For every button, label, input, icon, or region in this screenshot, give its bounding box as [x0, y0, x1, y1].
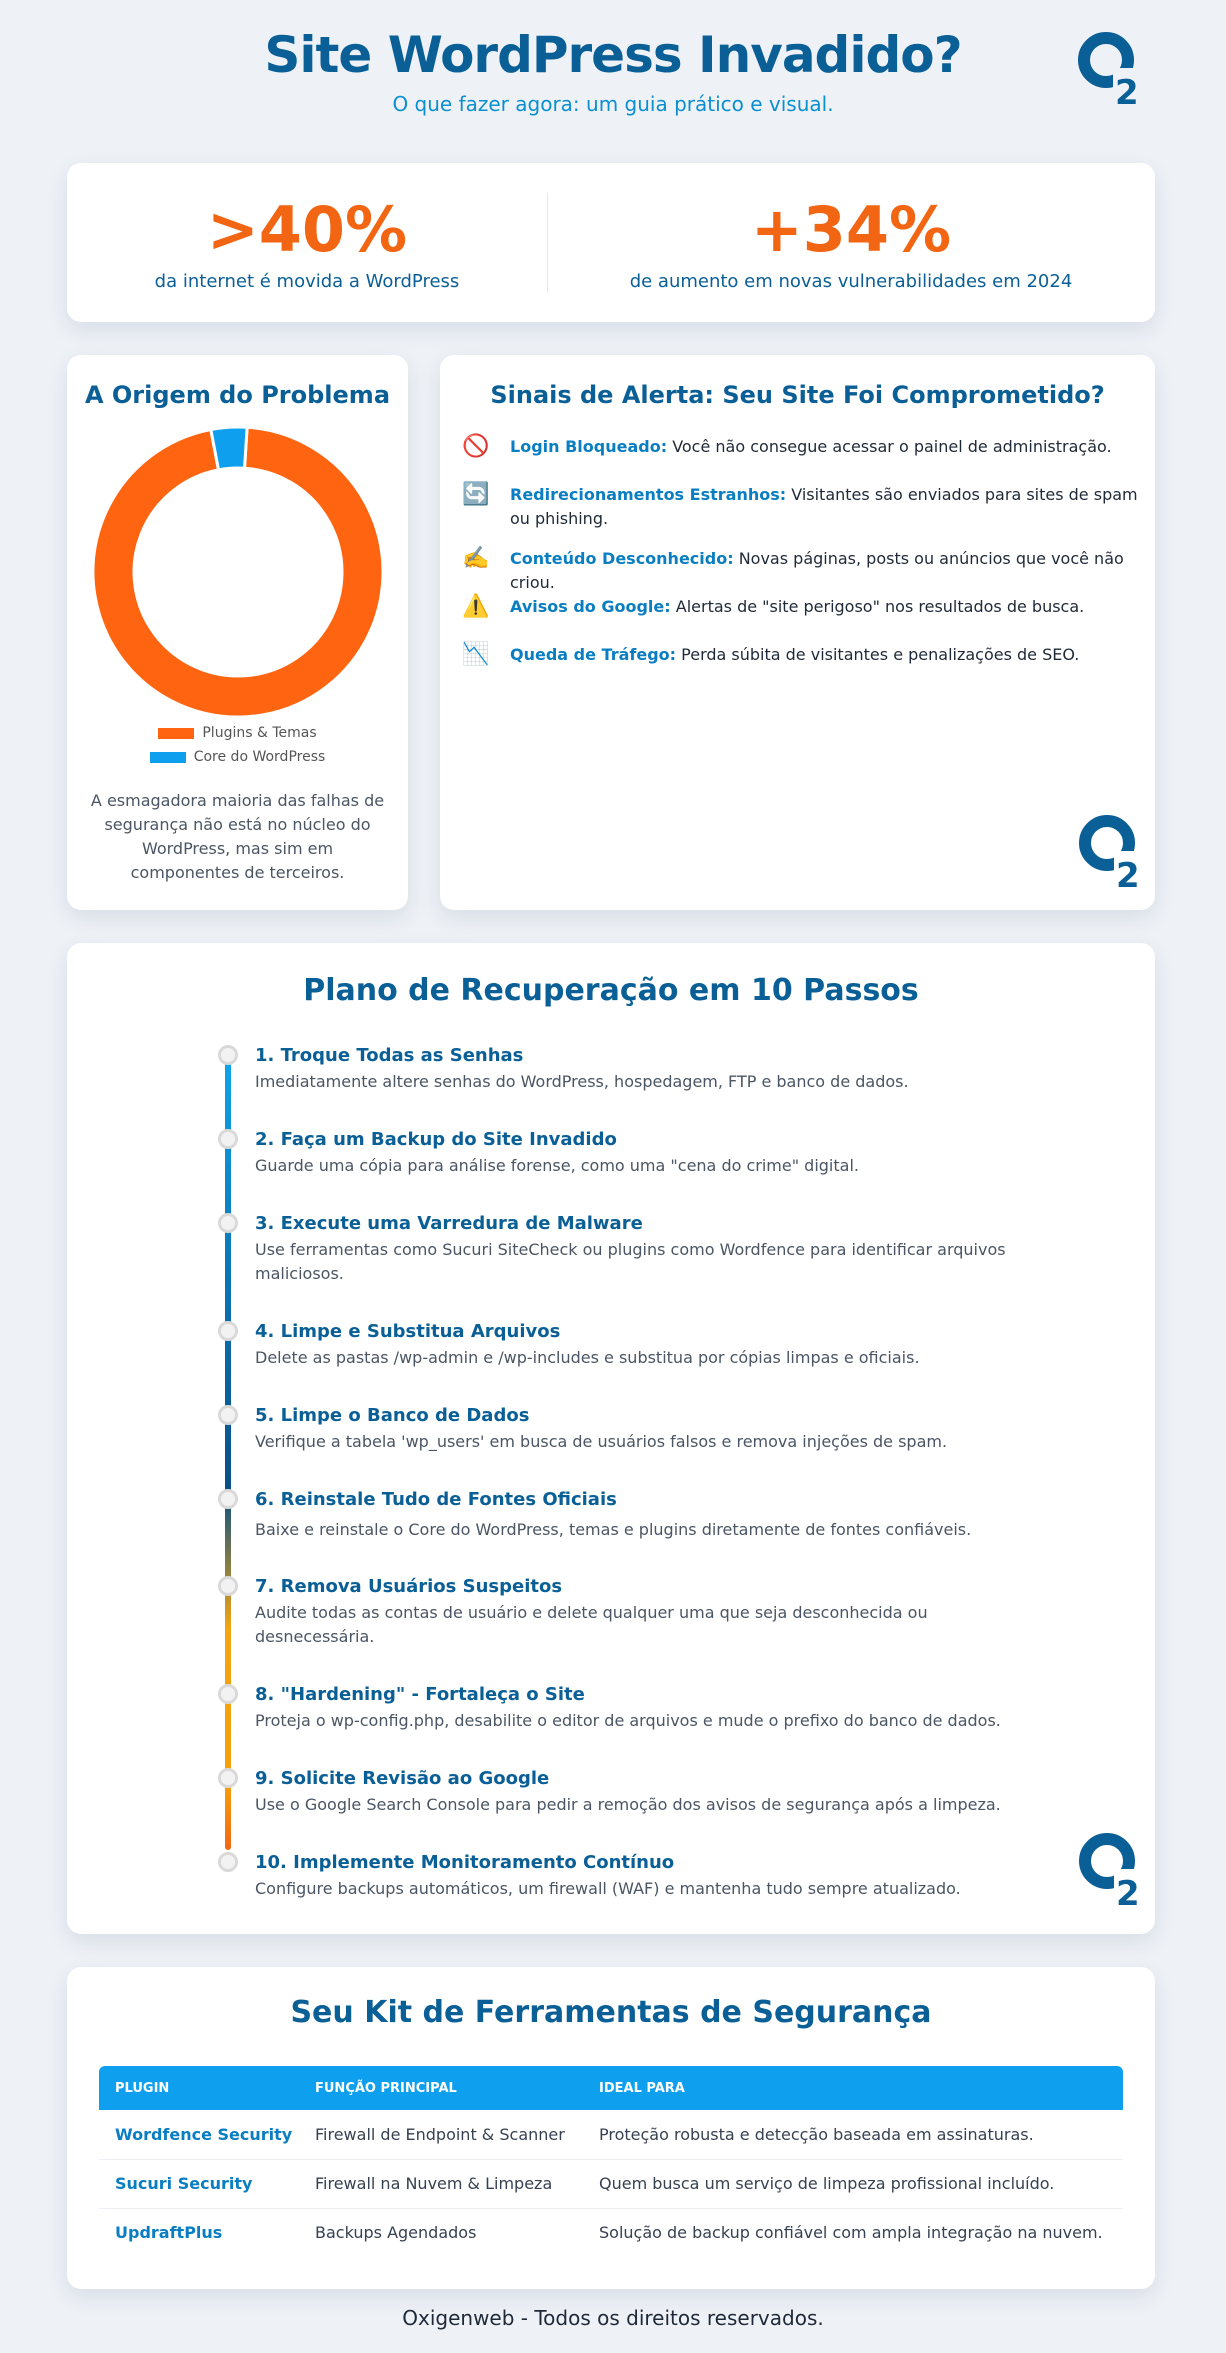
legend-swatch: [150, 752, 186, 763]
step-title: 4. Limpe e Substitua Arquivos: [255, 1321, 561, 1342]
alert-label: Login Bloqueado:: [510, 437, 668, 456]
tools-card: [67, 1967, 1155, 2289]
tools-table: [99, 2066, 1123, 2257]
stat-vulnerabilities: [547, 163, 1155, 322]
alert-item: [462, 483, 1142, 531]
alert-label: Conteúdo Desconhecido:: [510, 549, 734, 568]
steps-title: Plano de Recuperação em 10 Passos: [303, 973, 919, 1008]
step-item: [255, 1683, 1015, 1733]
alert-text: Perda súbita de visitantes e penalizações de SEO.: [681, 645, 1080, 664]
step-title: 8. "Hardening" - Fortaleça o Site: [255, 1684, 585, 1705]
step-title: 10. Implemente Monitoramento Contínuo: [255, 1852, 675, 1873]
alert-label: Redirecionamentos Estranhos:: [510, 485, 787, 504]
step-item: [255, 1488, 1015, 1542]
legend-item-core: [67, 749, 408, 765]
writing-hand-icon: ✍️: [462, 546, 490, 571]
column-header: IDEAL PARA: [599, 2080, 685, 2096]
origin-donut-chart: [93, 427, 383, 717]
step-text: Audite todas as contas de usuário e delete qualquer uma que seja desconhecida ou desnecessária.: [255, 1603, 928, 1646]
svg-text:2: 2: [1116, 1874, 1140, 1909]
alert-item: [462, 643, 1142, 667]
tools-title: Seu Kit de Ferramentas de Segurança: [290, 1995, 932, 2030]
redirect-icon: 🔄: [462, 482, 490, 507]
alerts-title: Sinais de Alerta: Seu Site Foi Comprometido?: [490, 381, 1105, 409]
table-row: [99, 2110, 1123, 2159]
step-dot: [218, 1213, 238, 1233]
step-text: Delete as pastas /wp-admin e /wp-includes e substitua por cópias limpas e oficiais.: [255, 1348, 920, 1367]
step-text: Baixe e reinstale o Core do WordPress, temas e plugins diretamente de fontes confiáveis.: [255, 1520, 972, 1539]
stat-wordpress-share: [67, 163, 547, 322]
alert-item: [462, 547, 1142, 595]
step-item: [255, 1212, 1015, 1286]
timeline-line: [225, 1056, 231, 1850]
step-dot: [218, 1768, 238, 1788]
alert-text: Visitantes são enviados para sites de spam ou phishing.: [510, 485, 1138, 528]
origin-title: A Origem do Problema: [84, 381, 391, 409]
step-title: 6. Reinstale Tudo de Fontes Oficiais: [255, 1489, 617, 1510]
plugin-function: Firewall de Endpoint & Scanner: [299, 2110, 583, 2159]
column-header: PLUGIN: [115, 2080, 170, 2096]
recovery-steps-card: [67, 943, 1155, 1934]
origin-description: A esmagadora maioria das falhas de segurança não está no núcleo do WordPress, mas sim em componentes de terceiros.: [90, 791, 385, 882]
stats-card: [67, 163, 1155, 322]
step-dot: [218, 1489, 238, 1509]
step-text: Guarde uma cópia para análise forense, como uma "cena do crime" digital.: [255, 1156, 859, 1175]
table-row: [99, 2208, 1123, 2257]
svg-text:2: 2: [1116, 856, 1140, 891]
o2-logo-icon: [1078, 1831, 1140, 1909]
step-dot: [218, 1129, 238, 1149]
chart-down-icon: 📉: [462, 642, 490, 667]
stat-label: de aumento em novas vulnerabilidades em 2024: [629, 271, 1073, 292]
plugin-ideal-for: Quem busca um serviço de limpeza profissional incluído.: [583, 2159, 1123, 2208]
alert-item: [462, 435, 1142, 459]
legend-item-plugins: [67, 725, 408, 741]
alerts-card: [440, 355, 1155, 910]
step-dot: [218, 1045, 238, 1065]
o2-logo-icon: [1077, 30, 1139, 108]
step-text: Imediatamente altere senhas do WordPress, hospedagem, FTP e banco de dados.: [255, 1072, 909, 1091]
step-dot: [218, 1852, 238, 1872]
step-text: Use ferramentas como Sucuri SiteCheck ou plugins como Wordfence para identificar arquivos maliciosos.: [255, 1240, 1006, 1283]
stat-value: >40%: [206, 193, 408, 266]
step-dot: [218, 1405, 238, 1425]
step-dot: [218, 1576, 238, 1596]
plugin-function: Firewall na Nuvem & Limpeza: [299, 2159, 583, 2208]
alert-text: Novas páginas, posts ou anúncios que você não criou.: [510, 549, 1124, 592]
plugin-name: Wordfence Security: [99, 2110, 299, 2159]
page-subtitle: O que fazer agora: um guia prático e visual.: [392, 92, 834, 116]
legend-swatch: [158, 728, 194, 739]
column-header: FUNÇÃO PRINCIPAL: [315, 2080, 457, 2096]
step-title: 9. Solicite Revisão ao Google: [255, 1768, 550, 1789]
step-dot: [218, 1321, 238, 1341]
step-title: 3. Execute uma Varredura de Malware: [255, 1213, 643, 1234]
step-item: [255, 1044, 1015, 1094]
stat-value: +34%: [750, 193, 952, 266]
step-title: 5. Limpe o Banco de Dados: [255, 1405, 530, 1426]
table-header-row: [99, 2066, 1123, 2110]
legend-label: Core do WordPress: [193, 749, 326, 765]
alert-label: Queda de Tráfego:: [510, 645, 677, 664]
stat-label: da internet é movida a WordPress: [154, 271, 460, 292]
page-title: Site WordPress Invadido?: [264, 26, 962, 84]
step-dot: [218, 1684, 238, 1704]
plugin-name: UpdraftPlus: [115, 2223, 223, 2243]
step-text: Verifique a tabela 'wp_users' em busca de usuários falsos e remova injeções de spam.: [255, 1432, 948, 1451]
warning-icon: ⚠️: [462, 594, 490, 619]
page-header: [0, 0, 1226, 140]
step-item: [255, 1128, 1015, 1178]
alert-text: Você não consegue acessar o painel de administração.: [672, 437, 1112, 456]
step-item: [255, 1320, 1015, 1370]
table-row: [99, 2159, 1123, 2208]
alert-label: Avisos do Google:: [510, 597, 671, 616]
step-title: 2. Faça um Backup do Site Invadido: [255, 1129, 617, 1150]
step-item: [255, 1404, 1015, 1454]
plugin-ideal-for: Solução de backup confiável com ampla integração na nuvem.: [599, 2223, 1103, 2243]
page-footer: Oxigenweb - Todos os direitos reservados.: [402, 2306, 824, 2330]
donut-slice-plugins: [93, 427, 383, 717]
step-title: 7. Remova Usuários Suspeitos: [255, 1576, 563, 1597]
step-item: [255, 1851, 1015, 1901]
step-text: Use o Google Search Console para pedir a remoção dos avisos de segurança após a limpeza.: [255, 1795, 1001, 1814]
alert-item: [462, 595, 1142, 619]
alert-text: Alertas de "site perigoso" nos resultados de busca.: [675, 597, 1085, 616]
prohibited-icon: 🚫: [462, 434, 490, 459]
step-text: Proteja o wp-config.php, desabilite o editor de arquivos e mude o prefixo do banco de dados.: [255, 1711, 1001, 1730]
plugin-name: Sucuri Security: [99, 2159, 299, 2208]
step-item: [255, 1767, 1015, 1817]
origin-card: [67, 355, 408, 910]
step-item: [255, 1575, 1015, 1649]
legend-label: Plugins & Temas: [202, 725, 317, 741]
svg-text:2: 2: [1115, 73, 1139, 108]
o2-logo-icon: [1078, 813, 1140, 891]
donut-slice-core: [211, 427, 247, 470]
plugin-function: Backups Agendados: [315, 2223, 477, 2243]
step-text: Configure backups automáticos, um firewall (WAF) e mantenha tudo sempre atualizado.: [255, 1879, 961, 1898]
plugin-ideal-for: Proteção robusta e detecção baseada em assinaturas.: [583, 2110, 1123, 2159]
step-title: 1. Troque Todas as Senhas: [255, 1045, 524, 1066]
